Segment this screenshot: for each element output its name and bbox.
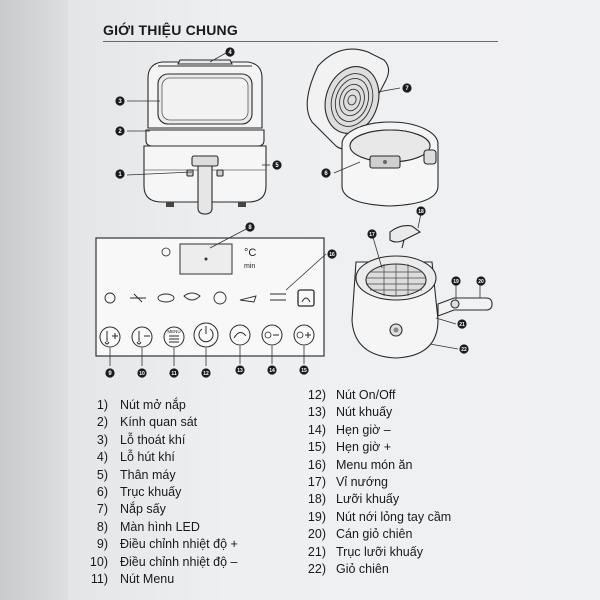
part-label: Vỉ nướng (336, 475, 389, 490)
part-label: Điều chỉnh nhiệt độ – (120, 554, 238, 569)
callout-marker (476, 276, 485, 285)
part-label: Nút On/Off (336, 388, 396, 402)
part-list-item (80, 467, 238, 484)
callout-marker (402, 83, 411, 92)
callout-marker (235, 365, 244, 374)
callout-number: 14 (269, 368, 275, 375)
part-label: Hẹn giờ + (336, 440, 392, 455)
part-list-item (80, 571, 238, 588)
temp-unit-label: °C (244, 247, 257, 259)
part-number: 5) (96, 467, 108, 482)
part-label: Giỏ chiên (336, 562, 389, 577)
callout-marker (115, 126, 124, 135)
part-number: 21) (307, 544, 326, 559)
part-label: Thân máy (120, 467, 176, 482)
callout-number: 21 (459, 322, 465, 329)
part-label: Trục lưỡi khuấy (336, 544, 423, 559)
callout-marker (451, 276, 460, 285)
part-label: Nắp sấy (120, 502, 166, 517)
callout-number: 6 (324, 171, 328, 178)
callout-marker (115, 169, 124, 178)
callout-marker (245, 222, 254, 231)
part-number: 15) (307, 440, 326, 455)
part-number: 14) (307, 422, 326, 437)
callout-marker (321, 168, 330, 177)
callout-marker (201, 368, 210, 377)
callout-marker (272, 160, 281, 169)
callout-number: 15 (301, 368, 307, 375)
part-list-item (296, 509, 451, 526)
part-list-item (296, 561, 451, 578)
callout-marker (299, 365, 308, 374)
part-number: 9) (96, 537, 108, 552)
callout-marker (416, 206, 425, 215)
part-number: 6) (96, 485, 108, 500)
part-number: 18) (307, 492, 326, 507)
parts-list-left (80, 397, 238, 588)
callout-marker (327, 249, 336, 258)
part-number: 8) (96, 519, 108, 534)
part-number: 4) (96, 450, 108, 465)
air-fryer-front-illustration (144, 60, 266, 214)
callout-number: 12 (203, 371, 209, 378)
part-label: Nút Menu (120, 572, 175, 587)
callout-number: 20 (478, 279, 484, 286)
callout-number: 19 (453, 279, 459, 286)
callout-marker (115, 96, 124, 105)
part-list-item (80, 414, 238, 431)
part-list-item (296, 544, 451, 561)
callout-number: 3 (118, 99, 122, 106)
part-list-item (296, 387, 451, 404)
callout-marker (457, 319, 466, 328)
part-list-item (296, 422, 451, 439)
part-number: 20) (307, 527, 326, 542)
menu-button-text: MENU (167, 329, 181, 334)
part-list-item (80, 484, 238, 501)
callout-marker (459, 344, 468, 353)
part-list-item (296, 439, 451, 456)
part-list-item (80, 536, 238, 553)
part-number: 7) (96, 502, 108, 517)
part-list-item (80, 397, 238, 414)
part-list-item (296, 404, 451, 421)
callout-number: 8 (248, 225, 252, 232)
callout-number: 4 (228, 50, 232, 57)
part-number: 19) (307, 509, 326, 524)
part-label: Nút khuấy (336, 405, 393, 420)
callout-number: 16 (329, 252, 335, 259)
part-list-item (80, 449, 238, 466)
time-unit-label: min (244, 263, 256, 270)
callout-number: 13 (237, 368, 243, 375)
callout-marker (137, 368, 146, 377)
callout-marker (267, 365, 276, 374)
callout-number: 18 (418, 209, 424, 216)
part-label: Lỗ hút khí (120, 450, 175, 465)
part-number: 16) (307, 457, 326, 472)
part-number: 12) (307, 388, 326, 402)
part-label: Nút nới lỏng tay cầm (336, 509, 452, 524)
callout-number: 9 (108, 371, 112, 378)
part-list-item (80, 432, 238, 449)
part-number: 3) (96, 432, 108, 447)
part-label: Hẹn giờ – (336, 422, 391, 437)
part-label: Trục khuấy (120, 485, 182, 500)
part-list-item (80, 554, 238, 571)
part-number: 1) (96, 398, 108, 412)
callout-number: 17 (369, 232, 375, 239)
part-list-item (296, 474, 451, 491)
part-number: 10) (89, 554, 108, 569)
part-number: 13) (307, 405, 326, 420)
part-list-item (296, 491, 451, 508)
part-number: 17) (307, 475, 326, 490)
part-label: Điều chỉnh nhiệt độ + (120, 537, 238, 552)
part-label: Cán giỏ chiên (336, 527, 413, 542)
part-label: Menu món ăn (336, 457, 413, 472)
part-label: Nút mở nắp (120, 398, 186, 412)
page-title: GIỚI THIỆU CHUNG (103, 22, 238, 38)
part-list-item (296, 526, 451, 543)
callout-number: 7 (405, 86, 409, 93)
fryer-basket-illustration (352, 226, 492, 358)
callout-number: 22 (461, 347, 467, 354)
callout-marker (367, 229, 376, 238)
callout-marker (105, 368, 114, 377)
callout-marker (225, 47, 234, 56)
part-list-item (80, 519, 238, 536)
callout-number: 10 (139, 371, 145, 378)
air-fryer-open-illustration (307, 49, 438, 206)
part-label: Màn hình LED (120, 519, 200, 534)
callout-number: 5 (275, 163, 279, 170)
callout-number: 1 (118, 172, 122, 179)
part-number: 22) (307, 562, 326, 577)
part-label: Lưỡi khuấy (336, 492, 400, 507)
part-number: 2) (96, 415, 108, 430)
callout-number: 11 (171, 371, 177, 378)
callout-marker (169, 368, 178, 377)
parts-list-right (296, 387, 451, 578)
part-label: Lỗ thoát khí (120, 432, 186, 447)
control-panel-illustration (96, 238, 324, 356)
part-list-item (80, 501, 238, 518)
callout-number: 2 (118, 129, 122, 136)
part-number: 11) (90, 572, 108, 587)
part-list-item (296, 457, 451, 474)
part-label: Kính quan sát (120, 415, 198, 430)
